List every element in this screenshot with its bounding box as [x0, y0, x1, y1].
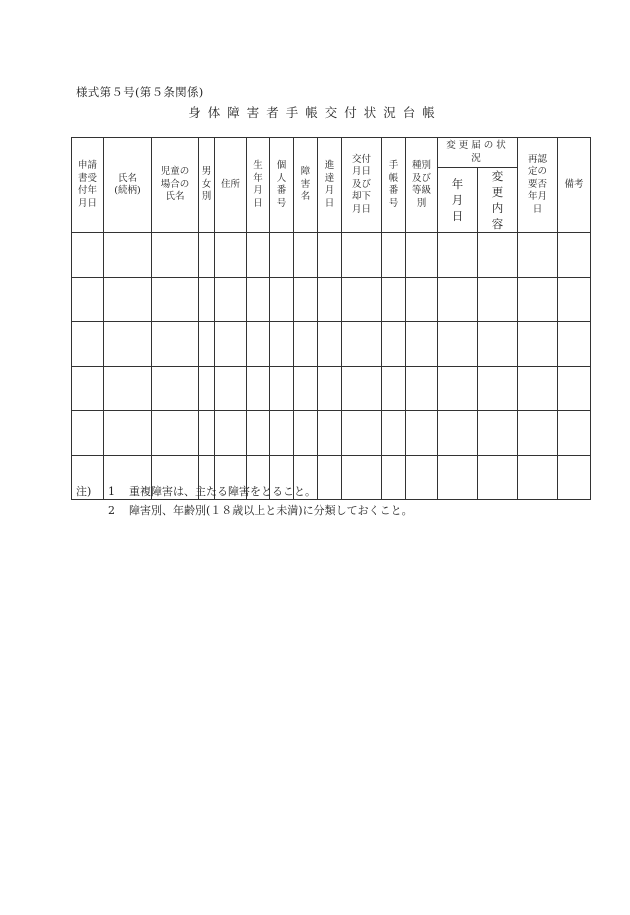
table-cell	[382, 366, 406, 411]
table-cell	[294, 366, 318, 411]
header-recertification: 再認定の要否年月日	[518, 138, 558, 233]
table-cell	[342, 233, 382, 278]
table-row	[72, 322, 591, 367]
table-cell	[104, 411, 152, 456]
table-cell	[382, 322, 406, 367]
table-cell	[152, 277, 199, 322]
header-change-content: 変更内容	[478, 168, 518, 233]
table-cell	[478, 322, 518, 367]
table-cell	[104, 233, 152, 278]
table-cell	[558, 277, 591, 322]
header-address: 住所	[215, 138, 247, 233]
table-row	[72, 366, 591, 411]
table-cell	[478, 233, 518, 278]
table-cell	[478, 455, 518, 500]
table-cell	[199, 366, 215, 411]
table-cell	[406, 233, 438, 278]
header-disability-name: 障害名	[294, 138, 318, 233]
table-cell	[558, 233, 591, 278]
header-remarks: 備考	[558, 138, 591, 233]
table-cell	[199, 322, 215, 367]
table-cell	[270, 366, 294, 411]
table-cell	[247, 322, 270, 367]
table-cell	[518, 366, 558, 411]
header-change-date: 年月日	[438, 168, 478, 233]
table-cell	[294, 277, 318, 322]
table-cell	[152, 322, 199, 367]
table-cell	[270, 322, 294, 367]
table-cell	[199, 411, 215, 456]
table-cell	[72, 411, 104, 456]
table-cell	[342, 411, 382, 456]
ledger-table	[71, 137, 591, 500]
header-child-name: 児童の場合の氏名	[152, 138, 199, 233]
table-row	[72, 277, 591, 322]
header-issue-date: 交付月日及び却下月日	[342, 138, 382, 233]
table-cell	[104, 322, 152, 367]
table-cell	[342, 366, 382, 411]
table-cell	[518, 277, 558, 322]
table-cell	[72, 366, 104, 411]
document-title: 身体障害者手帳交付状況台帳	[188, 105, 442, 120]
table-cell	[72, 322, 104, 367]
table-cell	[406, 411, 438, 456]
table-cell	[518, 455, 558, 500]
notes-label: 注)	[76, 485, 92, 498]
header-sex: 男女別	[199, 138, 215, 233]
table-cell	[152, 233, 199, 278]
table-cell	[342, 322, 382, 367]
notes	[76, 482, 413, 520]
table-cell	[438, 455, 478, 500]
form-number: 様式第５号(第５条関係)	[76, 85, 204, 99]
table-cell	[318, 322, 342, 367]
table-cell	[382, 233, 406, 278]
table-cell	[215, 322, 247, 367]
table-cell	[104, 366, 152, 411]
table-cell	[104, 277, 152, 322]
table-cell	[72, 233, 104, 278]
header-application-date: 申請書受付年月日	[72, 138, 104, 233]
table-cell	[438, 366, 478, 411]
table-cell	[318, 366, 342, 411]
table-cell	[215, 366, 247, 411]
table-cell	[294, 411, 318, 456]
table-cell	[318, 411, 342, 456]
header-personal-number: 個人番号	[270, 138, 294, 233]
table-cell	[247, 411, 270, 456]
table-cell	[406, 277, 438, 322]
table-cell	[518, 411, 558, 456]
table-cell	[478, 411, 518, 456]
table-cell	[152, 366, 199, 411]
table-cell	[438, 233, 478, 278]
table-cell	[270, 233, 294, 278]
header-name: 氏名 (続柄)	[104, 138, 152, 233]
header-type-grade: 種別及び等級別	[406, 138, 438, 233]
table-cell	[247, 366, 270, 411]
table-cell	[270, 277, 294, 322]
table-cell	[342, 277, 382, 322]
table-cell	[318, 233, 342, 278]
table-cell	[270, 411, 294, 456]
table-cell	[215, 277, 247, 322]
header-change-notice: 変更届の状況	[438, 138, 518, 168]
table-cell	[478, 366, 518, 411]
table-row	[72, 233, 591, 278]
table-cell	[478, 277, 518, 322]
table-cell	[318, 277, 342, 322]
table-cell	[558, 366, 591, 411]
table-cell	[438, 322, 478, 367]
table-cell	[382, 277, 406, 322]
table-cell	[558, 322, 591, 367]
table-cell	[518, 322, 558, 367]
table-cell	[294, 233, 318, 278]
table-cell	[558, 455, 591, 500]
note-item-2: 2 障害別、年齢別(１８歳以上と未満)に分類しておくこと。	[108, 504, 413, 517]
table-cell	[406, 366, 438, 411]
header-notice-date: 進達月日	[318, 138, 342, 233]
table-row	[72, 411, 591, 456]
note-item-1: 注) 1 重複障害は、主たる障害をとること。	[76, 482, 413, 501]
table-cell	[438, 277, 478, 322]
table-cell	[72, 277, 104, 322]
table-cell	[382, 411, 406, 456]
table-cell	[199, 277, 215, 322]
table-cell	[199, 233, 215, 278]
table-cell	[215, 411, 247, 456]
table-cell	[152, 411, 199, 456]
table-cell	[406, 322, 438, 367]
table-cell	[215, 233, 247, 278]
table-cell	[247, 277, 270, 322]
table-cell	[294, 322, 318, 367]
header-birth-date: 生年月日	[247, 138, 270, 233]
table-cell	[247, 233, 270, 278]
table-cell	[558, 411, 591, 456]
table-cell	[438, 411, 478, 456]
table-cell	[518, 233, 558, 278]
header-handbook-number: 手帳番号	[382, 138, 406, 233]
